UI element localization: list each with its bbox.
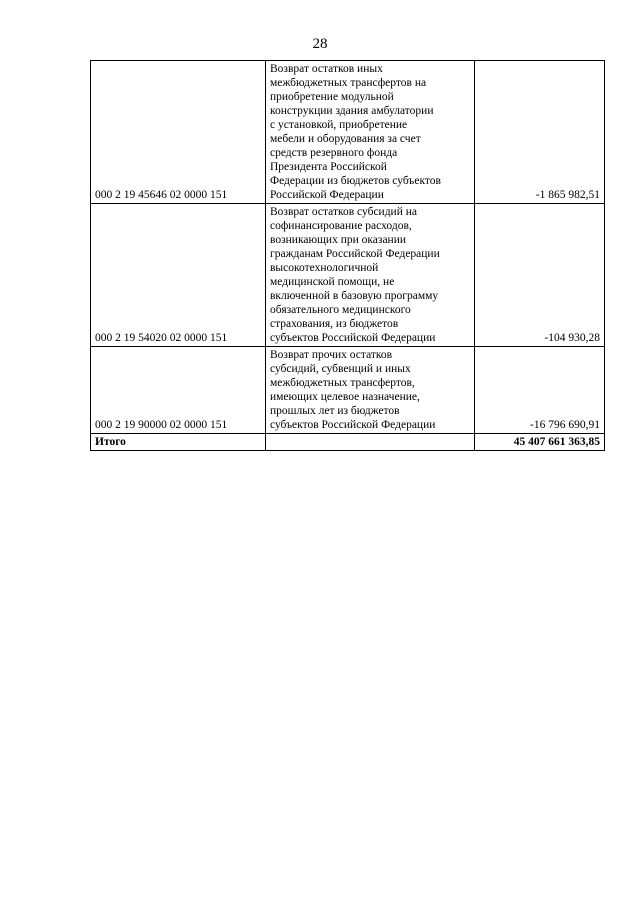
description-line: софинансирование расходов, [270,220,412,232]
description-line: средств резервного фонда [270,147,398,159]
description-line: субсидий, субвенций и иных [270,363,411,375]
description-line: высокотехнологичной [270,262,379,274]
budget-code-cell: 000 2 19 45646 02 0000 151 [91,61,266,204]
budget-code-cell: 000 2 19 90000 02 0000 151 [91,347,266,434]
table-row [91,347,605,434]
description-line: межбюджетных трансфертов на [270,77,427,89]
description-line: с установкой, приобретение [270,119,408,131]
budget-code-cell: 000 2 19 54020 02 0000 151 [91,204,266,347]
description-line: медицинской помощи, не [270,276,395,288]
description-line: возникающих при оказании [270,234,407,246]
page-number: 28 [312,36,328,52]
description-line: Возврат прочих остатков [270,349,393,361]
description-line: прошлых лет из бюджетов [270,405,400,417]
description-line: межбюджетных трансфертов, [270,377,415,389]
description-line: страхования, из бюджетов [270,318,399,330]
description-line: Возврат остатков субсидий на [270,206,418,218]
description-line: Президента Российской [270,161,387,173]
description-line: Федерации из бюджетов субъектов [270,175,441,187]
budget-table [90,60,605,451]
table-row [91,61,605,204]
description-cell [266,347,475,434]
total-row [91,434,605,451]
description-line: Возврат остатков иных [270,63,383,75]
amount-cell: -104 930,28 [475,204,605,347]
amount-cell: -1 865 982,51 [475,61,605,204]
description-line: конструкции здания амбулатории [270,105,434,117]
total-description-cell [266,434,475,451]
description-line: приобретение модульной [270,91,394,103]
description-line: гражданам Российской Федерации [270,248,440,260]
total-label: Итого [91,434,266,451]
description-line: обязательного медицинского [270,304,411,316]
table-row [91,204,605,347]
description-line: субъектов Российской Федерации [270,332,436,344]
total-amount: 45 407 661 363,85 [475,434,605,451]
description-line: включенной в базовую программу [270,290,439,302]
description-line: Российской Федерации [270,189,384,201]
description-cell [266,61,475,204]
description-cell [266,204,475,347]
amount-cell: -16 796 690,91 [475,347,605,434]
description-line: мебели и оборудования за счет [270,133,421,145]
description-line: имеющих целевое назначение, [270,391,420,403]
description-line: субъектов Российской Федерации [270,419,436,431]
